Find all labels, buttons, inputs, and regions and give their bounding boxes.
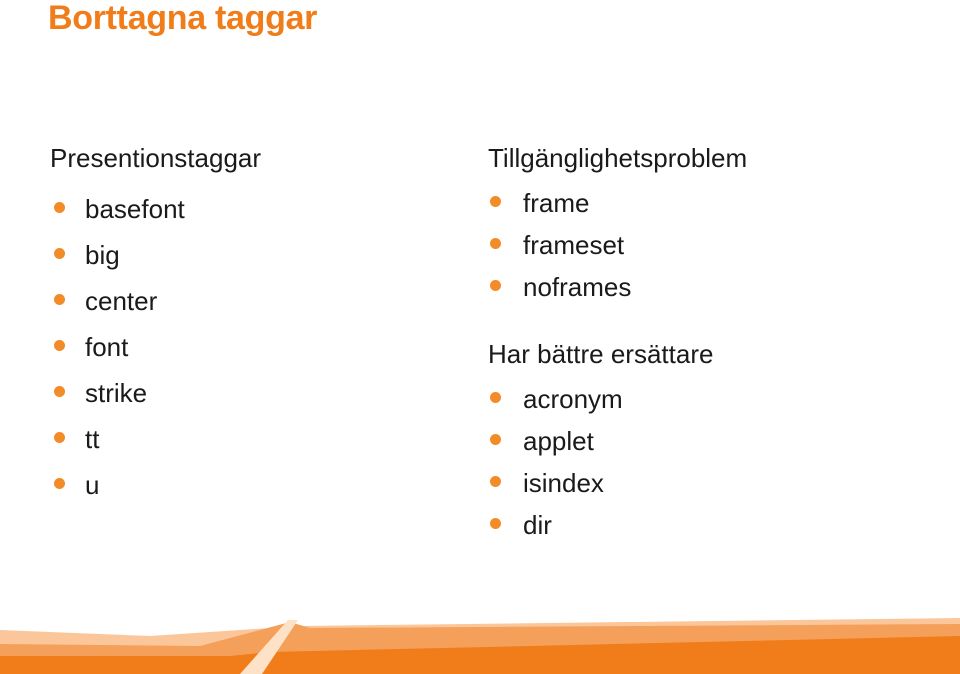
bullet-icon: [54, 478, 65, 489]
tag-list: [488, 378, 747, 546]
bullet-icon: [54, 386, 65, 397]
bullet-icon: [490, 434, 501, 445]
decorative-footer-band: [0, 614, 960, 674]
section-heading-presentation-tags: Presentionstaggar: [50, 143, 262, 173]
list-item-label: u: [85, 470, 100, 500]
list-item: [50, 370, 261, 416]
bullet-icon: [54, 294, 65, 305]
bullet-icon: [54, 202, 65, 213]
list-item: [50, 232, 261, 278]
bullet-icon: [490, 238, 501, 249]
list-item-label: dir: [523, 510, 552, 540]
bullet-icon: [54, 432, 65, 443]
bullet-icon: [490, 280, 501, 291]
bullet-icon: [490, 518, 501, 529]
list-item: [488, 266, 747, 308]
tag-list: [488, 182, 747, 308]
list-item: [488, 420, 747, 462]
bullet-icon: [490, 196, 501, 207]
bullet-icon: [490, 392, 501, 403]
list-item-label: noframes: [523, 272, 632, 302]
slide-title: Borttagna taggar: [48, 0, 318, 37]
bullet-icon: [54, 248, 65, 259]
list-item-label: font: [85, 332, 129, 362]
tag-list: [50, 186, 261, 508]
list-item: [488, 504, 747, 546]
list-item: [50, 278, 261, 324]
section-accessibility: [488, 140, 747, 308]
right-column: [488, 140, 747, 546]
bullet-icon: [54, 340, 65, 351]
list-item-label: frame: [523, 188, 590, 218]
section-heading-accessibility: Tillgänglighetsproblem: [488, 143, 748, 173]
bullet-icon: [490, 476, 501, 487]
list-item-label: isindex: [523, 468, 604, 498]
list-item: [50, 186, 261, 232]
list-item: [50, 462, 261, 508]
list-item: [50, 416, 261, 462]
section-better-replacements: [488, 336, 747, 546]
section-heading-better-replacements: Har bättre ersättare: [488, 339, 714, 369]
list-item-label: strike: [85, 378, 148, 408]
list-item-label: tt: [85, 424, 100, 454]
list-item: [488, 462, 747, 504]
list-item-label: center: [85, 286, 158, 316]
list-item: [488, 182, 747, 224]
list-item-label: basefont: [85, 194, 185, 224]
list-item-label: frameset: [523, 230, 625, 260]
list-item: [488, 378, 747, 420]
list-item-label: big: [85, 240, 120, 270]
list-item: [488, 224, 747, 266]
list-item-label: acronym: [523, 384, 623, 414]
left-column: [50, 140, 261, 508]
list-item: [50, 324, 261, 370]
list-item-label: applet: [523, 426, 594, 456]
